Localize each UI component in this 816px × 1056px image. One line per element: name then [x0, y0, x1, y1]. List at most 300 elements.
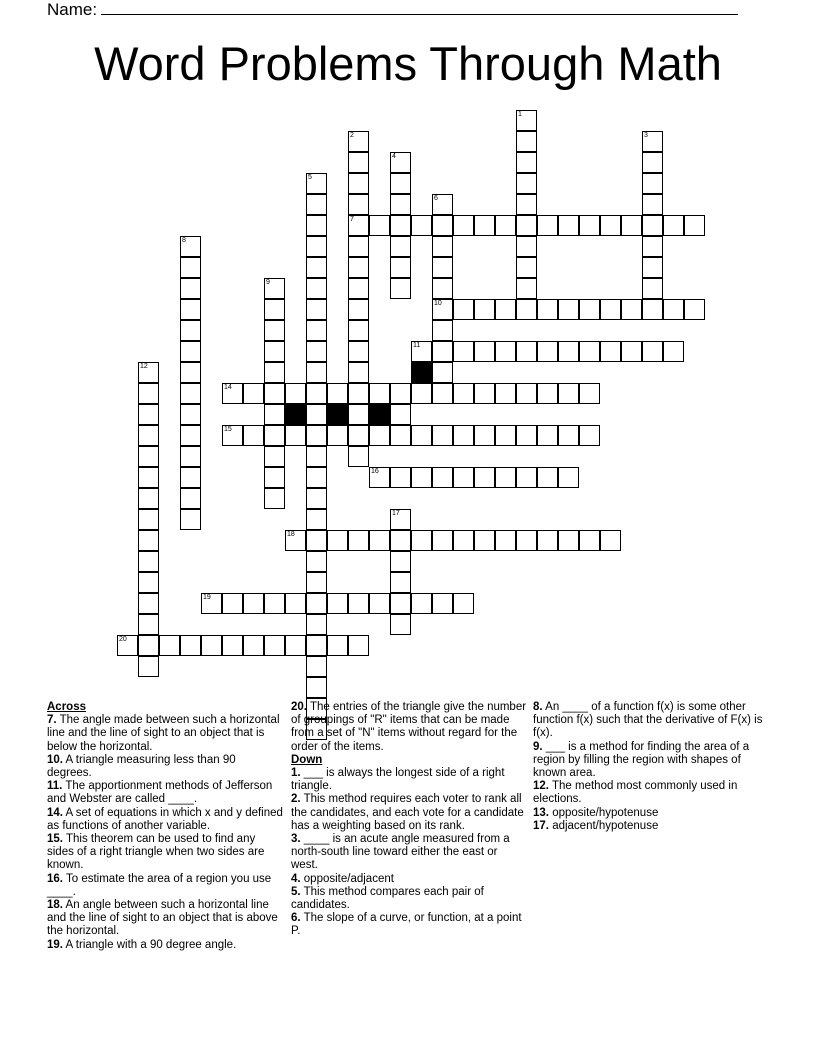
clue	[533, 820, 769, 833]
clue-text: An ____ of a function f(x) is some other function f(x) such that the derivative of F(x) is f(x).	[533, 701, 763, 740]
clue-number: 8.	[533, 701, 543, 713]
crossword-cell[interactable]	[306, 236, 327, 257]
crossword-cell[interactable]	[495, 299, 516, 320]
cell-number: 20	[119, 636, 127, 643]
crossword-cell[interactable]	[579, 530, 600, 551]
crossword-cell[interactable]	[558, 425, 579, 446]
clue-number: 12.	[533, 780, 549, 793]
crossword-cell[interactable]	[390, 278, 411, 299]
cell-number: 9	[266, 279, 270, 286]
clues-column-3	[533, 701, 769, 833]
down-heading: Down	[291, 753, 323, 766]
crossword-cell[interactable]	[516, 383, 537, 404]
crossword-cell[interactable]	[117, 635, 138, 656]
crossword-cell[interactable]	[600, 299, 621, 320]
crossword-cell[interactable]	[453, 383, 474, 404]
crossword-cell[interactable]	[495, 341, 516, 362]
crossword-cell[interactable]	[285, 530, 306, 551]
cell-number: 8	[182, 237, 186, 244]
crossword-cell[interactable]	[558, 467, 579, 488]
clues-column-2	[291, 701, 527, 939]
crossword-cell[interactable]	[327, 635, 348, 656]
clue-text: The slope of a curve, or function, at a point P.	[291, 912, 522, 938]
cell-number: 3	[644, 132, 648, 139]
crossword-cell[interactable]	[348, 278, 369, 299]
crossword-cell[interactable]	[558, 383, 579, 404]
crossword-cell[interactable]	[180, 509, 201, 530]
crossword-cell[interactable]	[558, 341, 579, 362]
crossword-cell[interactable]	[348, 173, 369, 194]
clue-text: The method most commonly used in elections.	[533, 780, 738, 806]
crossword-cell[interactable]	[558, 299, 579, 320]
crossword-cell[interactable]	[348, 299, 369, 320]
clue-number: 7.	[47, 714, 57, 727]
crossword-cell[interactable]	[432, 236, 453, 257]
crossword-cell[interactable]	[348, 404, 369, 425]
crossword-cell[interactable]	[516, 131, 537, 152]
across-heading: Across	[47, 701, 86, 713]
crossword-cell[interactable]	[180, 467, 201, 488]
crossword-cell[interactable]	[537, 341, 558, 362]
crossword-cell[interactable]	[306, 509, 327, 530]
crossword-cell[interactable]	[180, 341, 201, 362]
crossword-cell[interactable]	[432, 593, 453, 614]
crossword-cell[interactable]	[222, 593, 243, 614]
crossword-cell[interactable]	[390, 593, 411, 614]
crossword-cell[interactable]	[579, 215, 600, 236]
crossword-cell[interactable]	[411, 467, 432, 488]
crossword-cell[interactable]	[306, 677, 327, 698]
crossword-cell[interactable]	[138, 383, 159, 404]
clue	[533, 701, 769, 741]
clue-number: 15.	[47, 833, 63, 846]
crossword-cell[interactable]	[642, 341, 663, 362]
clue	[47, 754, 283, 780]
crossword-cell[interactable]	[264, 635, 285, 656]
cell-number: 4	[392, 153, 396, 160]
crossword-cell[interactable]	[264, 299, 285, 320]
crossword-cell[interactable]	[390, 530, 411, 551]
crossword-cell[interactable]	[180, 383, 201, 404]
clue-number: 6.	[291, 912, 301, 925]
crossword-cell[interactable]	[411, 215, 432, 236]
crossword-cell[interactable]	[180, 404, 201, 425]
crossword-cell[interactable]	[348, 194, 369, 215]
crossword-cell[interactable]	[516, 173, 537, 194]
clue-number: 3.	[291, 833, 301, 846]
crossword-cell[interactable]	[432, 257, 453, 278]
crossword-cell[interactable]	[495, 425, 516, 446]
cell-number: 18	[287, 531, 295, 538]
crossword-cell[interactable]	[474, 383, 495, 404]
crossword-cell[interactable]	[138, 656, 159, 677]
clue	[291, 912, 527, 938]
crossword-cell[interactable]	[642, 236, 663, 257]
crossword-cell[interactable]	[600, 341, 621, 362]
crossword-cell[interactable]	[579, 425, 600, 446]
crossword-cell[interactable]	[306, 572, 327, 593]
crossword-cell[interactable]	[264, 446, 285, 467]
crossword-cell[interactable]	[348, 131, 369, 152]
crossword-cell[interactable]	[138, 614, 159, 635]
crossword-cell[interactable]	[138, 530, 159, 551]
crossword-cell[interactable]	[306, 173, 327, 194]
crossword-cell[interactable]	[369, 383, 390, 404]
clue	[291, 701, 527, 754]
crossword-cell[interactable]	[684, 299, 705, 320]
crossword-cell[interactable]	[537, 299, 558, 320]
crossword-cell[interactable]	[159, 635, 180, 656]
crossword-cell[interactable]	[432, 362, 453, 383]
crossword-cell[interactable]	[369, 530, 390, 551]
crossword-cell[interactable]	[306, 341, 327, 362]
crossword-cell[interactable]	[642, 299, 663, 320]
crossword-cell[interactable]	[243, 383, 264, 404]
crossword-cell[interactable]	[369, 215, 390, 236]
crossword-cell[interactable]	[432, 215, 453, 236]
crossword-cell[interactable]	[390, 572, 411, 593]
crossword-cell[interactable]	[537, 530, 558, 551]
cell-number: 15	[224, 426, 232, 433]
cell-number: 2	[350, 132, 354, 139]
crossword-cell[interactable]	[264, 320, 285, 341]
crossword-cell[interactable]	[306, 383, 327, 404]
crossword-cell[interactable]	[432, 341, 453, 362]
crossword-cell[interactable]	[516, 257, 537, 278]
crossword-cell[interactable]	[642, 278, 663, 299]
crossword-cell[interactable]	[348, 425, 369, 446]
crossword-cell[interactable]	[180, 488, 201, 509]
crossword-cell[interactable]	[432, 299, 453, 320]
crossword-cell[interactable]	[306, 278, 327, 299]
crossword-cell[interactable]	[516, 236, 537, 257]
crossword-cell[interactable]	[390, 509, 411, 530]
cell-number: 17	[392, 510, 400, 517]
crossword-cell[interactable]	[348, 341, 369, 362]
crossword-cell[interactable]	[306, 320, 327, 341]
clue-number: 17.	[533, 819, 549, 832]
crossword-cell[interactable]	[474, 467, 495, 488]
crossword-cell[interactable]	[390, 257, 411, 278]
black-square	[285, 404, 306, 425]
crossword-cell[interactable]	[306, 530, 327, 551]
crossword-cell[interactable]	[390, 404, 411, 425]
crossword-cell[interactable]	[558, 215, 579, 236]
crossword-cell[interactable]	[453, 299, 474, 320]
crossword-cell[interactable]	[180, 362, 201, 383]
crossword-cell[interactable]	[453, 425, 474, 446]
crossword-cell[interactable]	[537, 383, 558, 404]
crossword-cell[interactable]	[327, 593, 348, 614]
crossword-cell[interactable]	[453, 341, 474, 362]
crossword-cell[interactable]	[348, 530, 369, 551]
crossword-cell[interactable]	[138, 572, 159, 593]
crossword-cell[interactable]	[600, 530, 621, 551]
crossword-cell[interactable]	[138, 635, 159, 656]
clue-text: adjacent/hypotenuse	[549, 819, 659, 832]
crossword-cell[interactable]	[306, 425, 327, 446]
clues-column-1	[47, 701, 283, 952]
crossword-cell[interactable]	[642, 194, 663, 215]
crossword-cell[interactable]	[516, 110, 537, 131]
crossword-cell[interactable]	[474, 341, 495, 362]
crossword-cell[interactable]	[390, 614, 411, 635]
crossword-cell[interactable]	[306, 299, 327, 320]
crossword-cell[interactable]	[264, 425, 285, 446]
crossword-cell[interactable]	[411, 341, 432, 362]
crossword-cell[interactable]	[516, 467, 537, 488]
crossword-cell[interactable]	[138, 509, 159, 530]
clue-number: 2.	[291, 793, 301, 806]
crossword-cell[interactable]	[516, 530, 537, 551]
crossword-cell[interactable]	[264, 383, 285, 404]
clue	[47, 714, 283, 754]
crossword-cell[interactable]	[138, 404, 159, 425]
crossword-cell[interactable]	[474, 215, 495, 236]
clue	[47, 899, 283, 939]
crossword-cell[interactable]	[285, 635, 306, 656]
crossword-cell[interactable]	[306, 404, 327, 425]
crossword-cell[interactable]	[306, 257, 327, 278]
crossword-cell[interactable]	[180, 635, 201, 656]
crossword-cell[interactable]	[432, 467, 453, 488]
clue-number: 13.	[533, 806, 549, 819]
crossword-cell[interactable]	[327, 383, 348, 404]
crossword-cell[interactable]	[180, 446, 201, 467]
crossword-cell[interactable]	[390, 383, 411, 404]
crossword-cell[interactable]	[600, 215, 621, 236]
crossword-cell[interactable]	[243, 593, 264, 614]
clue	[291, 873, 527, 886]
crossword-cell[interactable]	[138, 425, 159, 446]
crossword-cell[interactable]	[495, 215, 516, 236]
crossword-cell[interactable]	[390, 173, 411, 194]
crossword-cell[interactable]	[306, 614, 327, 635]
crossword-cell[interactable]	[327, 530, 348, 551]
clue-number: 16.	[47, 872, 63, 885]
crossword-cell[interactable]	[516, 215, 537, 236]
crossword-cell[interactable]	[180, 257, 201, 278]
crossword-cell[interactable]	[348, 152, 369, 173]
crossword-cell[interactable]	[411, 530, 432, 551]
crossword-cell[interactable]	[348, 362, 369, 383]
crossword-cell[interactable]	[306, 656, 327, 677]
crossword-cell[interactable]	[180, 236, 201, 257]
clue	[291, 793, 527, 833]
crossword-cell[interactable]	[432, 530, 453, 551]
crossword-cell[interactable]	[390, 425, 411, 446]
crossword-cell[interactable]	[411, 425, 432, 446]
crossword-cell[interactable]	[348, 236, 369, 257]
crossword-cell[interactable]	[663, 215, 684, 236]
cell-number: 10	[434, 300, 442, 307]
crossword-cell[interactable]	[642, 152, 663, 173]
crossword-cell[interactable]	[285, 383, 306, 404]
crossword-cell[interactable]	[138, 362, 159, 383]
crossword-cell[interactable]	[285, 593, 306, 614]
crossword-cell[interactable]	[642, 131, 663, 152]
crossword-cell[interactable]	[579, 299, 600, 320]
crossword-cell[interactable]	[222, 383, 243, 404]
crossword-cell[interactable]	[369, 467, 390, 488]
clue	[533, 741, 769, 781]
crossword-cell[interactable]	[306, 446, 327, 467]
crossword-cell[interactable]	[453, 530, 474, 551]
clue-text: opposite/hypotenuse	[549, 806, 659, 819]
crossword-cell[interactable]	[306, 215, 327, 236]
crossword-cell[interactable]	[390, 215, 411, 236]
crossword-cell[interactable]	[222, 635, 243, 656]
crossword-cell[interactable]	[453, 593, 474, 614]
crossword-cell[interactable]	[411, 593, 432, 614]
crossword-cell[interactable]	[348, 635, 369, 656]
cell-number: 12	[140, 363, 148, 370]
cell-number: 6	[434, 195, 438, 202]
crossword-cell[interactable]	[453, 467, 474, 488]
crossword-cell[interactable]	[432, 425, 453, 446]
cell-number: 7	[350, 216, 354, 223]
crossword-cell[interactable]	[138, 488, 159, 509]
crossword-cell[interactable]	[306, 635, 327, 656]
clue-text: ___ is always the longest side of a right triangle.	[291, 767, 505, 793]
clue-text: This theorem can be used to find any sides of a right triangle when two sides are known.	[47, 833, 265, 872]
clue-text: opposite/adjacent	[300, 872, 394, 885]
crossword-cell[interactable]	[642, 173, 663, 194]
crossword-cell[interactable]	[180, 320, 201, 341]
crossword-cell[interactable]	[579, 341, 600, 362]
black-square	[369, 404, 390, 425]
crossword-cell[interactable]	[432, 194, 453, 215]
crossword-cell[interactable]	[264, 593, 285, 614]
crossword-cell[interactable]	[663, 299, 684, 320]
crossword-cell[interactable]	[306, 194, 327, 215]
crossword-cell[interactable]	[495, 467, 516, 488]
crossword-cell[interactable]	[474, 530, 495, 551]
crossword-cell[interactable]	[642, 215, 663, 236]
clue-text: This method requires each voter to rank all the candidates, and each vote for a candidate has a weighting based on its rank.	[291, 793, 524, 832]
crossword-cell[interactable]	[390, 194, 411, 215]
crossword-cell[interactable]	[264, 467, 285, 488]
crossword-cell[interactable]	[621, 299, 642, 320]
crossword-cell[interactable]	[180, 278, 201, 299]
crossword-cell[interactable]	[432, 278, 453, 299]
crossword-cell[interactable]	[243, 635, 264, 656]
clue-number: 10.	[47, 753, 63, 766]
crossword-cell[interactable]	[516, 341, 537, 362]
crossword-cell[interactable]	[390, 236, 411, 257]
clue	[291, 767, 527, 793]
crossword-cell[interactable]	[138, 593, 159, 614]
crossword-cell[interactable]	[621, 341, 642, 362]
crossword-cell[interactable]	[348, 593, 369, 614]
crossword-cell[interactable]	[306, 593, 327, 614]
clue	[533, 807, 769, 820]
crossword-cell[interactable]	[264, 341, 285, 362]
clue	[291, 886, 527, 912]
crossword-cell[interactable]	[516, 425, 537, 446]
crossword-cell[interactable]	[411, 383, 432, 404]
crossword-cell[interactable]	[516, 299, 537, 320]
crossword-cell[interactable]	[474, 425, 495, 446]
cell-number: 19	[203, 594, 211, 601]
crossword-cell[interactable]	[537, 425, 558, 446]
crossword-cell[interactable]	[327, 425, 348, 446]
crossword-cell[interactable]	[684, 215, 705, 236]
crossword-cell[interactable]	[516, 152, 537, 173]
crossword-cell[interactable]	[201, 635, 222, 656]
crossword-cell[interactable]	[285, 425, 306, 446]
crossword-cell[interactable]	[201, 593, 222, 614]
clue-text: The apportionment methods of Jefferson and Webster are called ____.	[47, 780, 273, 806]
crossword-cell[interactable]	[474, 299, 495, 320]
crossword-cell[interactable]	[138, 551, 159, 572]
crossword-cell[interactable]	[348, 383, 369, 404]
crossword-cell[interactable]	[348, 257, 369, 278]
cell-number: 14	[224, 384, 232, 391]
crossword-cell[interactable]	[537, 467, 558, 488]
crossword-cell[interactable]	[621, 215, 642, 236]
clue-text: The entries of the triangle give the number of groupings of "R" items that can be made from a set of "N" items without regard for the order of the items.	[291, 701, 527, 753]
clue-number: 20.	[291, 701, 307, 713]
crossword-cell[interactable]	[537, 215, 558, 236]
crossword-cell[interactable]	[495, 530, 516, 551]
crossword-cell[interactable]	[348, 215, 369, 236]
crossword-cell[interactable]	[516, 278, 537, 299]
clue-text: A triangle with a 90 degree angle.	[63, 938, 237, 951]
crossword-cell[interactable]	[264, 488, 285, 509]
crossword-cell[interactable]	[306, 551, 327, 572]
crossword-cell[interactable]	[222, 425, 243, 446]
crossword-cell[interactable]	[264, 404, 285, 425]
crossword-cell[interactable]	[138, 467, 159, 488]
cell-number: 16	[371, 468, 379, 475]
crossword-cell[interactable]	[516, 194, 537, 215]
clue	[533, 780, 769, 806]
crossword-cell[interactable]	[642, 257, 663, 278]
crossword-cell[interactable]	[264, 278, 285, 299]
crossword-cell[interactable]	[432, 383, 453, 404]
crossword-cell[interactable]	[306, 362, 327, 383]
crossword-cell[interactable]	[579, 383, 600, 404]
clue-text: A set of equations in which x and y defined as functions of another variable.	[47, 806, 283, 832]
crossword-cell[interactable]	[558, 530, 579, 551]
crossword-cell[interactable]	[180, 299, 201, 320]
crossword-cell[interactable]	[348, 446, 369, 467]
crossword-cell[interactable]	[390, 152, 411, 173]
crossword-cell[interactable]	[663, 341, 684, 362]
crossword-cell[interactable]	[306, 488, 327, 509]
clue-text: A triangle measuring less than 90 degrees.	[47, 753, 236, 780]
crossword-cell[interactable]	[453, 215, 474, 236]
crossword-cell[interactable]	[138, 446, 159, 467]
clue-text: ____ is an acute angle measured from a north-south line toward either the east or west.	[291, 833, 510, 872]
clue-number: 18.	[47, 899, 63, 912]
crossword-cell[interactable]	[432, 320, 453, 341]
crossword-cell[interactable]	[264, 362, 285, 383]
crossword-cell[interactable]	[180, 425, 201, 446]
crossword-cell[interactable]	[390, 467, 411, 488]
crossword-cell[interactable]	[369, 593, 390, 614]
clue	[47, 939, 283, 952]
crossword-cell[interactable]	[348, 320, 369, 341]
crossword-cell[interactable]	[243, 425, 264, 446]
crossword-cell[interactable]	[390, 551, 411, 572]
crossword-cell[interactable]	[369, 425, 390, 446]
crossword-cell[interactable]	[306, 467, 327, 488]
clue-text: To estimate the area of a region you use ____.	[47, 872, 272, 898]
clue-number: 11.	[47, 780, 63, 793]
crossword-cell[interactable]	[495, 383, 516, 404]
